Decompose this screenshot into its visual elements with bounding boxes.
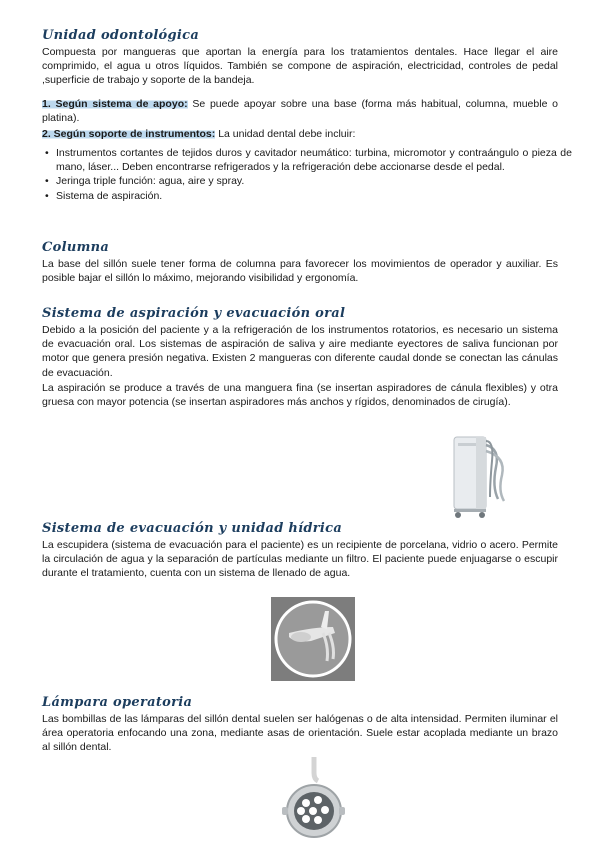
unidad-intro-paragraph: Compuesta por mangueras que aportan la energía para los tratamientos dentales. Hace llegar el aire comprimido, el agua u otros líquidos. También se compone de aspiración, electricidad, controles de pedal ,superficie de trabajo y soporte de la bandeja. — [42, 46, 558, 87]
aspiracion-paragraph-2: La aspiración se produce a través de una manguera fina (se insertan aspiradores de cánula flexibles) y otra gruesa con mayor potencia (se insertan aspiradores más anchos y rígidos, denominados de cirugía). — [42, 382, 558, 409]
item-1-label: 1. Según sistema de apoyo: — [42, 98, 188, 110]
unidad-item-2 — [42, 127, 558, 141]
item-1-text: Se puede apoyar sobre una base (forma más habitual, columna, mueble o platina). — [42, 98, 558, 125]
list-item: • Sistema de aspiración. — [56, 189, 572, 203]
lampara-paragraph: Las bombillas de las lámparas del sillón dental suelen ser halógenas o de alta intensidad. Permiten iluminar el área operatoria enfocando una zona, mediante asas de orientación. Suele estar acoplada mediante un brazo al sillón dental. — [42, 713, 558, 754]
heading-lampara-operatoria: Lámpara operatoria — [42, 695, 193, 710]
spittoon-image — [271, 597, 355, 681]
heading-sistema-aspiracion: Sistema de aspiración y evacuación oral — [42, 306, 346, 321]
item-2-label: 2. Según soporte de instrumentos: — [42, 128, 216, 140]
heading-columna: Columna — [42, 240, 110, 255]
unidad-item-1 — [42, 97, 558, 125]
item-2-text: La unidad dental debe incluir: — [215, 128, 356, 140]
list-item: • Instrumentos cortantes de tejidos duros y cavitador neumático: turbina, micromotor y contraángulo o pieza de mano, láser... Deben encontrarse refrigerados y la refrigeración debe accionarse desde el pedal. — [56, 146, 572, 174]
list-item: • Jeringa triple función: agua, aire y spray. — [56, 174, 572, 188]
heading-sistema-evacuacion: Sistema de evacuación y unidad hídrica — [42, 521, 343, 536]
aspiracion-paragraph-1: Debido a la posición del paciente y a la refrigeración de los instrumentos rotatorios, es necesario un sistema de evacuación oral. Los sistemas de aspiración de saliva y aire mediante eyectores de saliva funcionan por motor que genera presión negativa. Existen 2 mangueras con diferente caudal donde se conectan las cánulas de evacuación. — [42, 324, 558, 379]
aspiration-unit-image — [440, 427, 526, 523]
operating-lamp-image — [278, 757, 348, 848]
evacuacion-paragraph: La escupidera (sistema de evacuación para el paciente) es un recipiente de porcelana, vidrio o acero. Permite la circulación de agua y la separación de partículas mediante un filtro. El paciente puede enjuagarse o escupir durante el tratamiento, cuenta con un sistema de llenado de agua. — [42, 539, 558, 580]
heading-unidad-odontologica: Unidad odontológica — [42, 28, 200, 43]
columna-paragraph: La base del sillón suele tener forma de columna para favorecer los movimientos de operador y auxiliar. Es posible bajar el sillón lo máximo, mejorando visibilidad y ergonomía. — [42, 258, 558, 285]
unidad-bullet-list — [42, 146, 572, 203]
